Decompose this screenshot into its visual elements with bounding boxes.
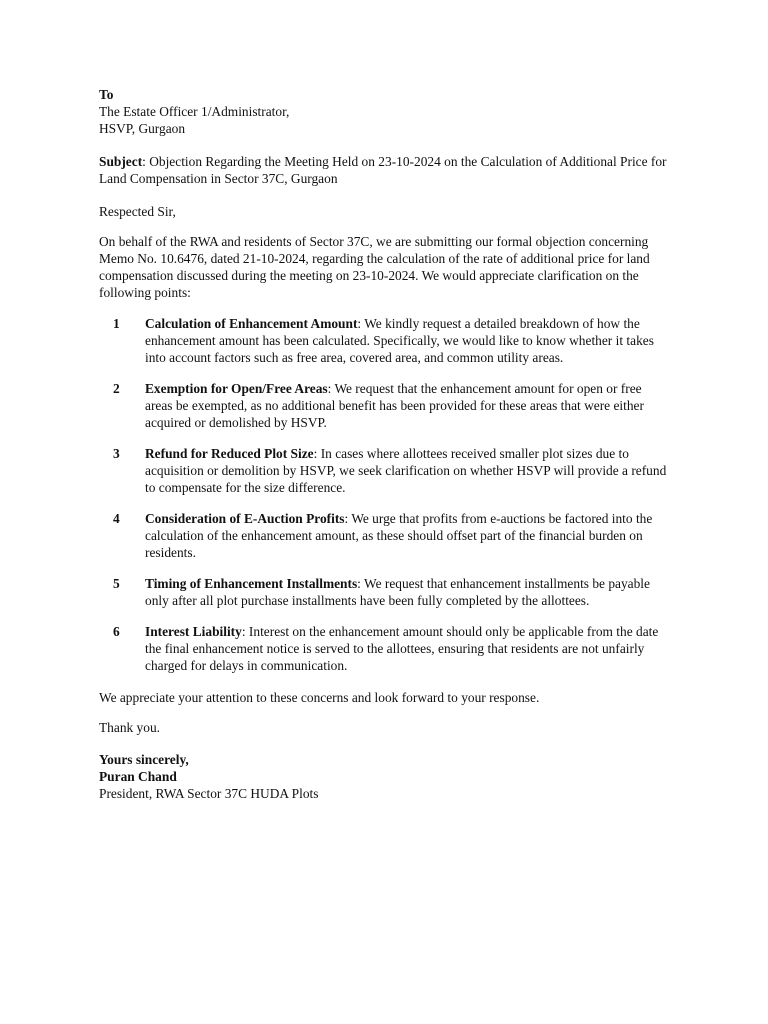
subject-label: Subject: [99, 154, 143, 169]
closing-paragraph: We appreciate your attention to these concerns and look forward to your response.: [99, 690, 540, 705]
list-item-text: : We request that enhancement installments be payable only after all plot purchase installments have been fully completed by the allottees.: [145, 576, 650, 608]
list-item: [99, 623, 671, 674]
list-item-text: : We urge that profits from e-auctions be factored into the calculation of the enhancement amount, as these should offset part of the financial burden on residents.: [145, 511, 653, 560]
list-item-number: 6: [113, 624, 120, 639]
list-item: [99, 575, 671, 609]
list-item-text: : Interest on the enhancement amount should only be applicable from the date the final enhancement notice is served to the allottees, ensuring that residents are not unfairly charged for delays in communication.: [145, 624, 659, 673]
list-item-text: : We request that the enhancement amount for open or free areas be exempted, as no additional benefit has been provided for these areas that were either acquired or demolished by HSVP.: [145, 381, 644, 430]
list-item: [99, 315, 671, 366]
recipient-line-2: HSVP, Gurgaon: [99, 121, 186, 136]
salutation: Respected Sir,: [99, 204, 176, 219]
to-label: To: [99, 87, 114, 102]
list-item-text: : In cases where allottees received smaller plot sizes due to acquisition or demolition by HSVP, we seek clarification on whether HSVP will provide a refund to compensate for the size difference.: [145, 446, 667, 495]
list-item-number: 1: [113, 316, 120, 331]
list-item-heading: Refund for Reduced Plot Size: [145, 446, 314, 461]
intro-paragraph: On behalf of the RWA and residents of Sector 37C, we are submitting our formal objection concerning Memo No. 10.6476, dated 21-10-2024, regarding the calculation of the rate of additional price for land compensation discussed during the meeting on 23-10-2024. We would appreciate clarification on the following points:: [99, 234, 650, 300]
list-item: [99, 445, 671, 496]
list-item-number: 2: [113, 381, 120, 396]
list-item-number: 3: [113, 446, 120, 461]
list-item-heading: Interest Liability: [145, 624, 242, 639]
list-item-text: : We kindly request a detailed breakdown of how the enhancement amount has been calculated. Specifically, we would like to know whether it takes into account factors such as free area, covered area, and common utility areas.: [145, 316, 654, 365]
subject-text: : Objection Regarding the Meeting Held on 23-10-2024 on the Calculation of Additional Price for Land Compensation in Sector 37C, Gurgaon: [99, 154, 667, 186]
list-item-number: 4: [113, 511, 120, 526]
list-item: [99, 380, 671, 431]
list-item-heading: Calculation of Enhancement Amount: [145, 316, 358, 331]
signatory-title: President, RWA Sector 37C HUDA Plots: [99, 786, 319, 801]
valediction: Yours sincerely,: [99, 752, 189, 767]
letter-page: [99, 86, 671, 802]
signatory-name: Puran Chand: [99, 769, 177, 784]
recipient-line-1: The Estate Officer 1/Administrator,: [99, 104, 290, 119]
list-item: [99, 510, 671, 561]
signature-block: [99, 751, 671, 802]
subject-line: [99, 153, 671, 187]
list-item-number: 5: [113, 576, 120, 591]
list-item-heading: Exemption for Open/Free Areas: [145, 381, 328, 396]
list-item-heading: Consideration of E-Auction Profits: [145, 511, 345, 526]
thanks-line: Thank you.: [99, 720, 160, 735]
list-item-heading: Timing of Enhancement Installments: [145, 576, 358, 591]
points-list: [99, 315, 671, 674]
recipient-block: [99, 86, 671, 137]
